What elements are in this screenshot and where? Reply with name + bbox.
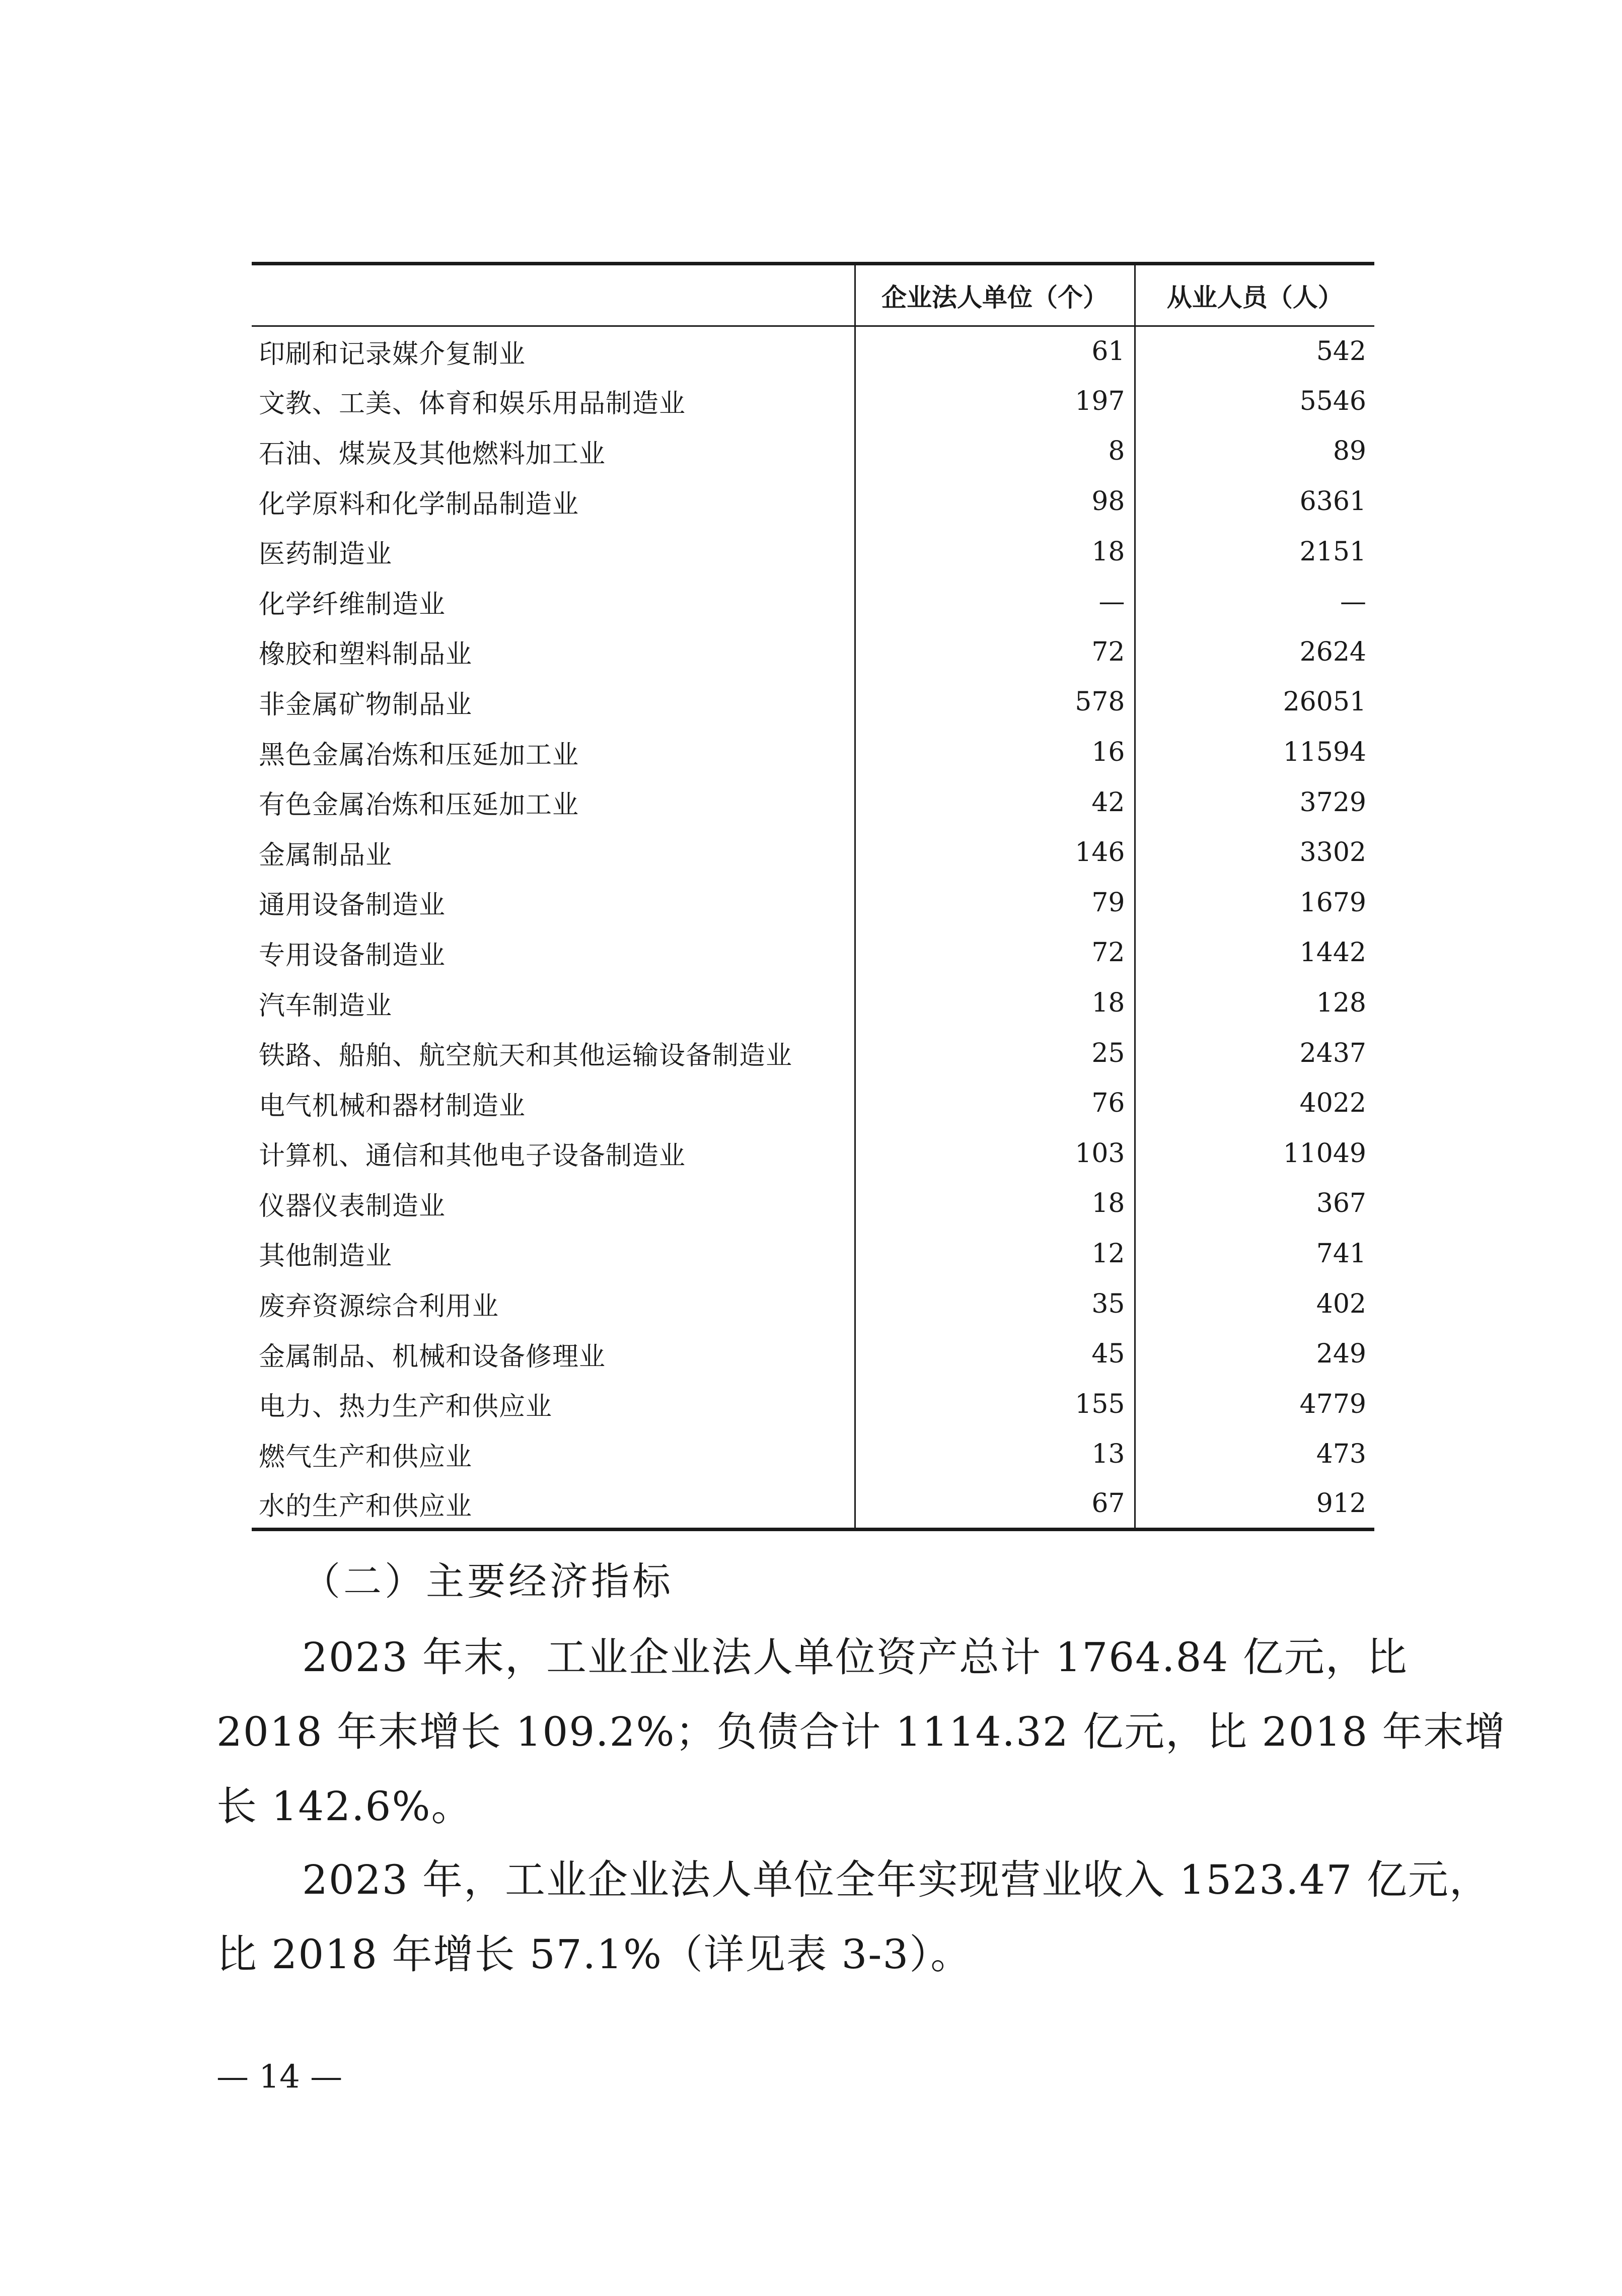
employees-cell: 1442 bbox=[1299, 938, 1366, 968]
table-row bbox=[252, 376, 1374, 426]
legal-units-cell: 72 bbox=[855, 928, 1135, 978]
legal-units-cell: 72 bbox=[855, 627, 1135, 677]
industry-name-cell: 电气机械和器材制造业 bbox=[252, 1078, 855, 1128]
paragraph-line: 2023 年，工业企业法人单位全年实现营业收入 1523.47 亿元， bbox=[302, 1856, 1491, 1903]
legal-units-cell: 18 bbox=[855, 978, 1135, 1028]
industry-statistics-table bbox=[252, 262, 1374, 1531]
employees-cell: 5546 bbox=[1299, 386, 1366, 416]
table-body bbox=[252, 326, 1374, 1530]
industry-name-cell: 有色金属冶炼和压延加工业 bbox=[252, 777, 855, 828]
legal-units-cell: 25 bbox=[855, 1028, 1135, 1079]
employees-cell: 912 bbox=[1135, 1479, 1374, 1530]
industry-name-cell: 金属制品业 bbox=[252, 827, 855, 878]
table-row bbox=[252, 1078, 1374, 1128]
legal-units-cell: 13 bbox=[855, 1429, 1135, 1480]
employees-cell: 473 bbox=[1316, 1439, 1366, 1470]
table-row bbox=[252, 577, 1374, 627]
legal-units-cell: 98 bbox=[855, 476, 1135, 527]
industry-name-cell: 仪器仪表制造业 bbox=[252, 1179, 855, 1229]
legal-units-cell: 8 bbox=[855, 426, 1135, 477]
industry-name-cell: 通用设备制造业 bbox=[252, 878, 855, 928]
table-row bbox=[252, 426, 1374, 477]
employees-cell: 6361 bbox=[1299, 486, 1366, 517]
legal-units-cell: 197 bbox=[855, 376, 1135, 426]
employees-cell: 741 bbox=[1316, 1238, 1366, 1269]
employees-cell: 542 bbox=[1316, 336, 1366, 367]
legal-units-cell: 12 bbox=[855, 1229, 1135, 1279]
header-industry-name bbox=[252, 264, 855, 326]
legal-units-cell: 103 bbox=[855, 1128, 1135, 1179]
employees-cell: 4779 bbox=[1299, 1389, 1366, 1419]
legal-units-cell: 18 bbox=[855, 527, 1135, 577]
legal-units-cell: 155 bbox=[855, 1379, 1135, 1429]
industry-name-cell: 非金属矿物制品业 bbox=[252, 677, 855, 728]
employees-cell: 2151 bbox=[1299, 536, 1366, 567]
industry-name-cell: 金属制品、机械和设备修理业 bbox=[252, 1329, 855, 1379]
industry-name-cell: 印刷和记录媒介复制业 bbox=[252, 326, 855, 377]
table-row bbox=[252, 1179, 1374, 1229]
legal-units-cell: 16 bbox=[855, 727, 1135, 777]
table-row bbox=[252, 1229, 1374, 1279]
employees-cell: 3729 bbox=[1299, 787, 1366, 818]
table-row bbox=[252, 677, 1374, 728]
industry-name-cell: 其他制造业 bbox=[252, 1229, 855, 1279]
table-row bbox=[252, 527, 1374, 577]
industry-name-cell: 废弃资源综合利用业 bbox=[252, 1279, 855, 1329]
table-row bbox=[252, 1028, 1374, 1079]
employees-cell: 402 bbox=[1316, 1288, 1366, 1319]
table-row bbox=[252, 1429, 1374, 1480]
legal-units-cell: — bbox=[855, 577, 1135, 627]
page-number: — 14 — bbox=[216, 2058, 343, 2096]
legal-units-cell: 146 bbox=[855, 827, 1135, 878]
table-row bbox=[252, 928, 1374, 978]
industry-name-cell: 计算机、通信和其他电子设备制造业 bbox=[252, 1128, 855, 1179]
table-row bbox=[252, 1329, 1374, 1379]
employees-cell: 2437 bbox=[1299, 1038, 1366, 1068]
employees-cell: — bbox=[1340, 587, 1366, 617]
employees-cell: 1679 bbox=[1299, 887, 1366, 918]
legal-units-cell: 18 bbox=[855, 1179, 1135, 1229]
table-row bbox=[252, 326, 1374, 377]
industry-name-cell: 石油、煤炭及其他燃料加工业 bbox=[252, 426, 855, 477]
legal-units-cell: 79 bbox=[855, 878, 1135, 928]
industry-name-cell: 电力、热力生产和供应业 bbox=[252, 1379, 855, 1429]
legal-units-cell: 42 bbox=[855, 777, 1135, 828]
table-header bbox=[252, 264, 1374, 326]
industry-name-cell: 化学原料和化学制品制造业 bbox=[252, 476, 855, 527]
table-row bbox=[252, 727, 1374, 777]
employees-cell: 2624 bbox=[1299, 636, 1366, 667]
table-row bbox=[252, 1279, 1374, 1329]
employees-cell: 11594 bbox=[1283, 737, 1366, 768]
industry-name-cell: 橡胶和塑料制品业 bbox=[252, 627, 855, 677]
employees-cell: 4022 bbox=[1299, 1088, 1366, 1119]
paragraph-line: 2023 年末，工业企业法人单位资产总计 1764.84 亿元，比 bbox=[302, 1634, 1408, 1681]
table-row bbox=[252, 777, 1374, 828]
industry-name-cell: 燃气生产和供应业 bbox=[252, 1429, 855, 1480]
industry-name-cell: 医药制造业 bbox=[252, 527, 855, 577]
industry-name-cell: 化学纤维制造业 bbox=[252, 577, 855, 627]
table-row bbox=[252, 1128, 1374, 1179]
paragraph-assets-liabilities bbox=[216, 1620, 1506, 1844]
table-row bbox=[252, 827, 1374, 878]
employees-cell: 367 bbox=[1316, 1188, 1366, 1219]
employees-cell: 89 bbox=[1333, 436, 1366, 467]
industry-name-cell: 水的生产和供应业 bbox=[252, 1479, 855, 1530]
employees-cell: 11049 bbox=[1283, 1138, 1366, 1169]
table-row bbox=[252, 1379, 1374, 1429]
legal-units-cell: 578 bbox=[855, 677, 1135, 728]
legal-units-cell: 61 bbox=[855, 326, 1135, 377]
industry-statistics-table-container bbox=[252, 262, 1374, 1531]
header-employees: 从业人员（人） bbox=[1135, 264, 1374, 326]
industry-name-cell: 汽车制造业 bbox=[252, 978, 855, 1028]
table-row bbox=[252, 1479, 1374, 1530]
legal-units-cell: 45 bbox=[855, 1329, 1135, 1379]
legal-units-cell: 76 bbox=[855, 1078, 1135, 1128]
industry-name-cell: 黑色金属冶炼和压延加工业 bbox=[252, 727, 855, 777]
employees-cell: 26051 bbox=[1283, 687, 1366, 718]
legal-units-cell: 35 bbox=[855, 1279, 1135, 1329]
paragraph-line: 比 2018 年增长 57.1%（详见表 3-3）。 bbox=[216, 1931, 972, 1978]
section-heading: （二）主要经济指标 bbox=[302, 1559, 674, 1604]
table-row bbox=[252, 476, 1374, 527]
industry-name-cell: 文教、工美、体育和娱乐用品制造业 bbox=[252, 376, 855, 426]
paragraph-line: 长 142.6%。 bbox=[216, 1783, 473, 1830]
paragraph-revenue bbox=[216, 1843, 1491, 1992]
employees-cell: 3302 bbox=[1299, 837, 1366, 868]
table-row bbox=[252, 978, 1374, 1028]
industry-name-cell: 铁路、船舶、航空航天和其他运输设备制造业 bbox=[252, 1028, 855, 1079]
industry-name-cell: 专用设备制造业 bbox=[252, 928, 855, 978]
employees-cell: 128 bbox=[1316, 988, 1366, 1019]
table-row bbox=[252, 627, 1374, 677]
paragraph-line: 2018 年末增长 109.2%；负债合计 1114.32 亿元，比 2018 年末增 bbox=[216, 1708, 1506, 1755]
legal-units-cell: 67 bbox=[855, 1479, 1135, 1530]
table-row bbox=[252, 878, 1374, 928]
employees-cell: 249 bbox=[1316, 1339, 1366, 1370]
header-legal-units: 企业法人单位（个） bbox=[855, 264, 1135, 326]
table-header-row bbox=[252, 264, 1374, 326]
